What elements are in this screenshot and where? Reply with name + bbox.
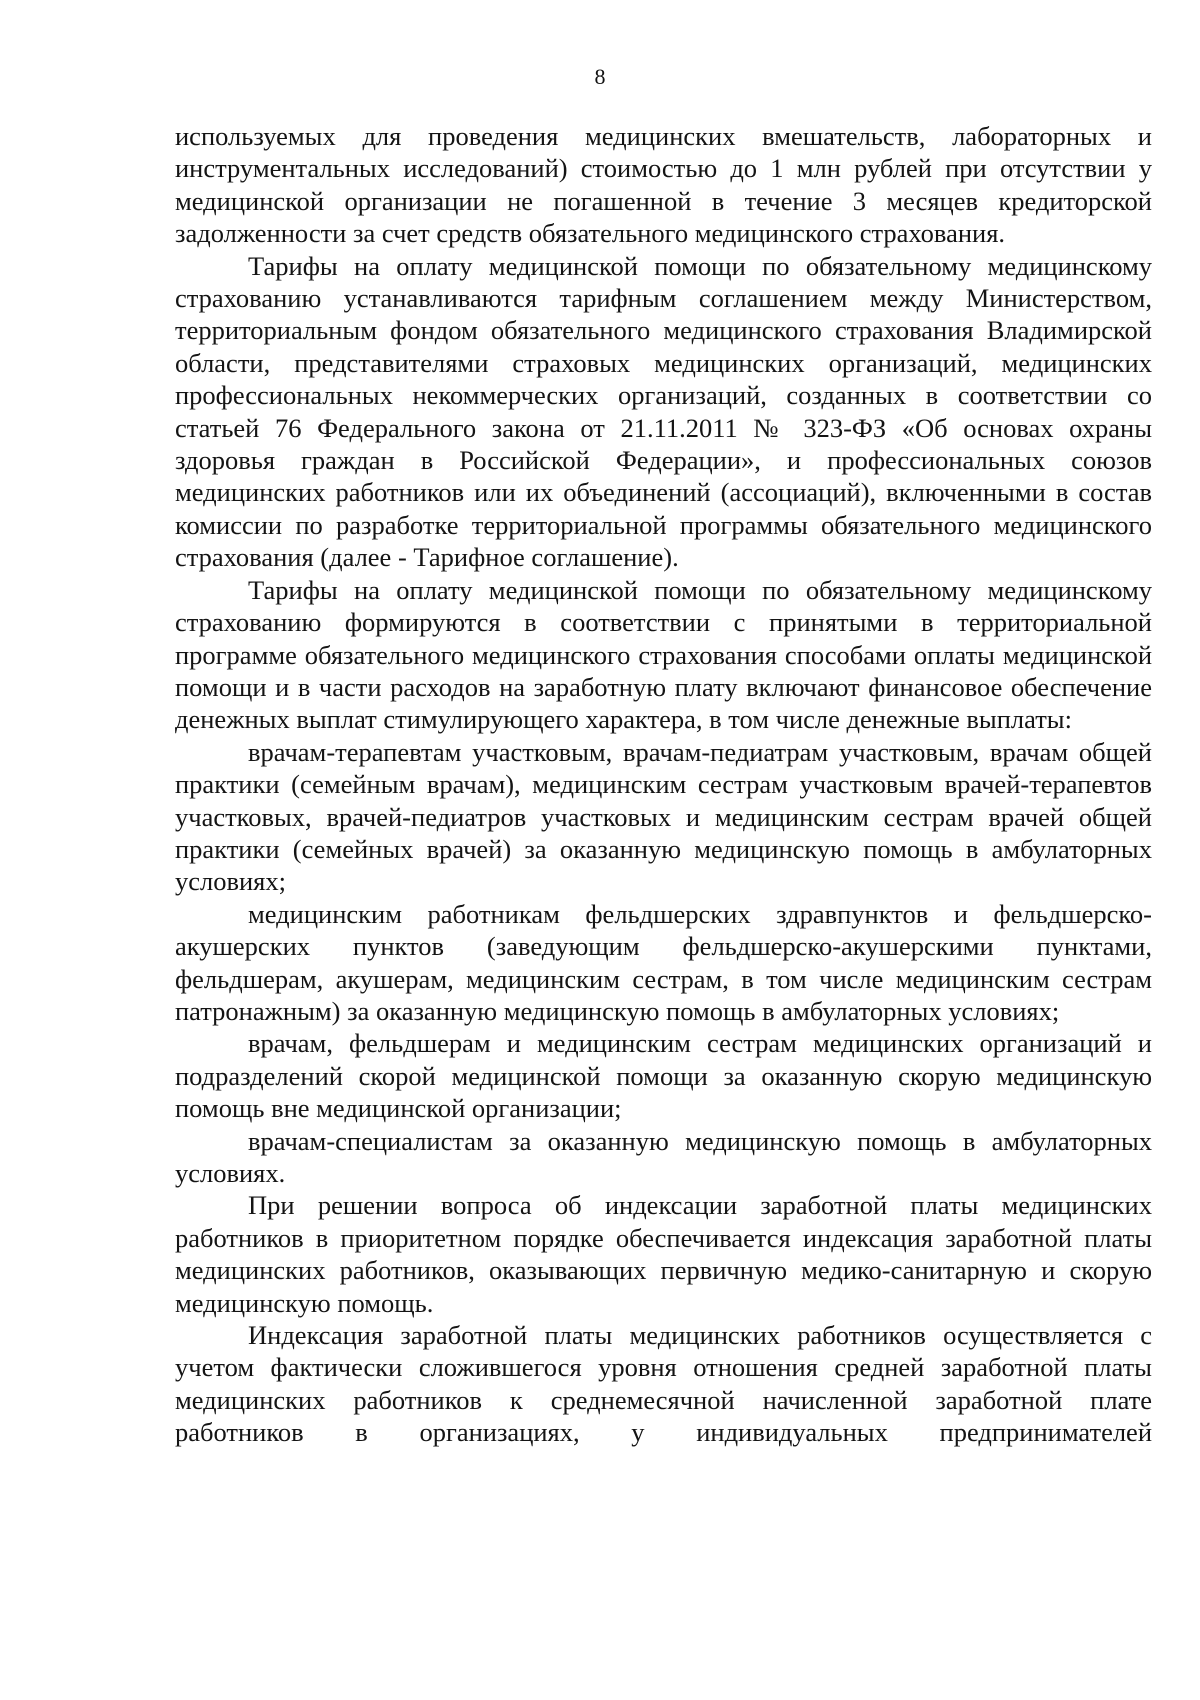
- page-number: 8: [594, 64, 606, 89]
- paragraph-payments-emergency-care: врачам, фельдшерам и медицинским сестрам медицинских организаций и подразделений скорой медицинской помощи за оказанную скорую медицинскую помощь вне медицинской организации;: [175, 1028, 1152, 1124]
- paragraph-salary-indexation-basis: Индексация заработной платы медицинских работников осуществляется с учетом фактически сложившегося уровня отношения средней заработной платы медицинских работников к среднемесячной начисленной заработной плате работников в организациях, у индивидуальных предпринимателей: [175, 1320, 1152, 1448]
- paragraph-tariff-formation: Тарифы на оплату медицинской помощи по обязательному медицинскому страхованию формируются в соответствии с принятыми в территориальной программе обязательного медицинского страхования способами оплаты медицинской помощи и в части расходов на заработную плату включают финансовое обеспечение денежных выплат стимулирующего характера, в том числе денежные выплаты:: [175, 574, 1152, 735]
- paragraph-payments-district-doctors: врачам-терапевтам участковым, врачам-педиатрам участковым, врачам общей практики (семейным врачам), медицинским сестрам участковым врачей-терапевтов участковых, врачей-педиатров участковых и медицинским сестрам врачей общей практики (семейных врачей) за оказанную медицинскую помощь в амбулаторных условиях;: [175, 736, 1152, 897]
- document-body: [175, 120, 1152, 1449]
- paragraph-salary-indexation-priority: При решении вопроса об индексации заработной платы медицинских работников в приоритетном порядке обеспечивается индексация заработной платы медицинских работников, оказывающих первичную медико-санитарную и скорую медицинскую помощь.: [175, 1190, 1152, 1318]
- paragraph-payments-specialists: врачам-специалистам за оказанную медицинскую помощь в амбулаторных условиях.: [175, 1125, 1152, 1188]
- paragraph-payments-feldsher-stations: медицинским работникам фельдшерских здравпунктов и фельдшерско-акушерских пунктов (заведующим фельдшерско-акушерскими пунктами, фельдшерам, акушерам, медицинским сестрам, в том числе медицинским сестрам патронажным) за оказанную медицинскую помощь в амбулаторных условиях;: [175, 898, 1152, 1026]
- paragraph-tariff-agreement: Тарифы на оплату медицинской помощи по обязательному медицинскому страхованию устанавливаются тарифным соглашением между Министерством, территориальным фондом обязательного медицинского страхования Владимирской области, представителями страховых медицинских организаций, медицинских профессиональных некоммерческих организаций, созданных в соответствии со статьей 76 Федерального закона от 21.11.2011 № 323-ФЗ «Об основах охраны здоровья граждан в Российской Федерации», и профессиональных союзов медицинских работников или их объединений (ассоциаций), включенными в состав комиссии по разработке территориальной программы обязательного медицинского страхования (далее - Тарифное соглашение).: [175, 250, 1152, 573]
- paragraph-continuation: используемых для проведения медицинских вмешательств, лабораторных и инструментальных исследований) стоимостью до 1 млн рублей при отсутствии у медицинской организации не погашенной в течение 3 месяцев кредиторской задолженности за счет средств обязательного медицинского страхования.: [175, 121, 1152, 249]
